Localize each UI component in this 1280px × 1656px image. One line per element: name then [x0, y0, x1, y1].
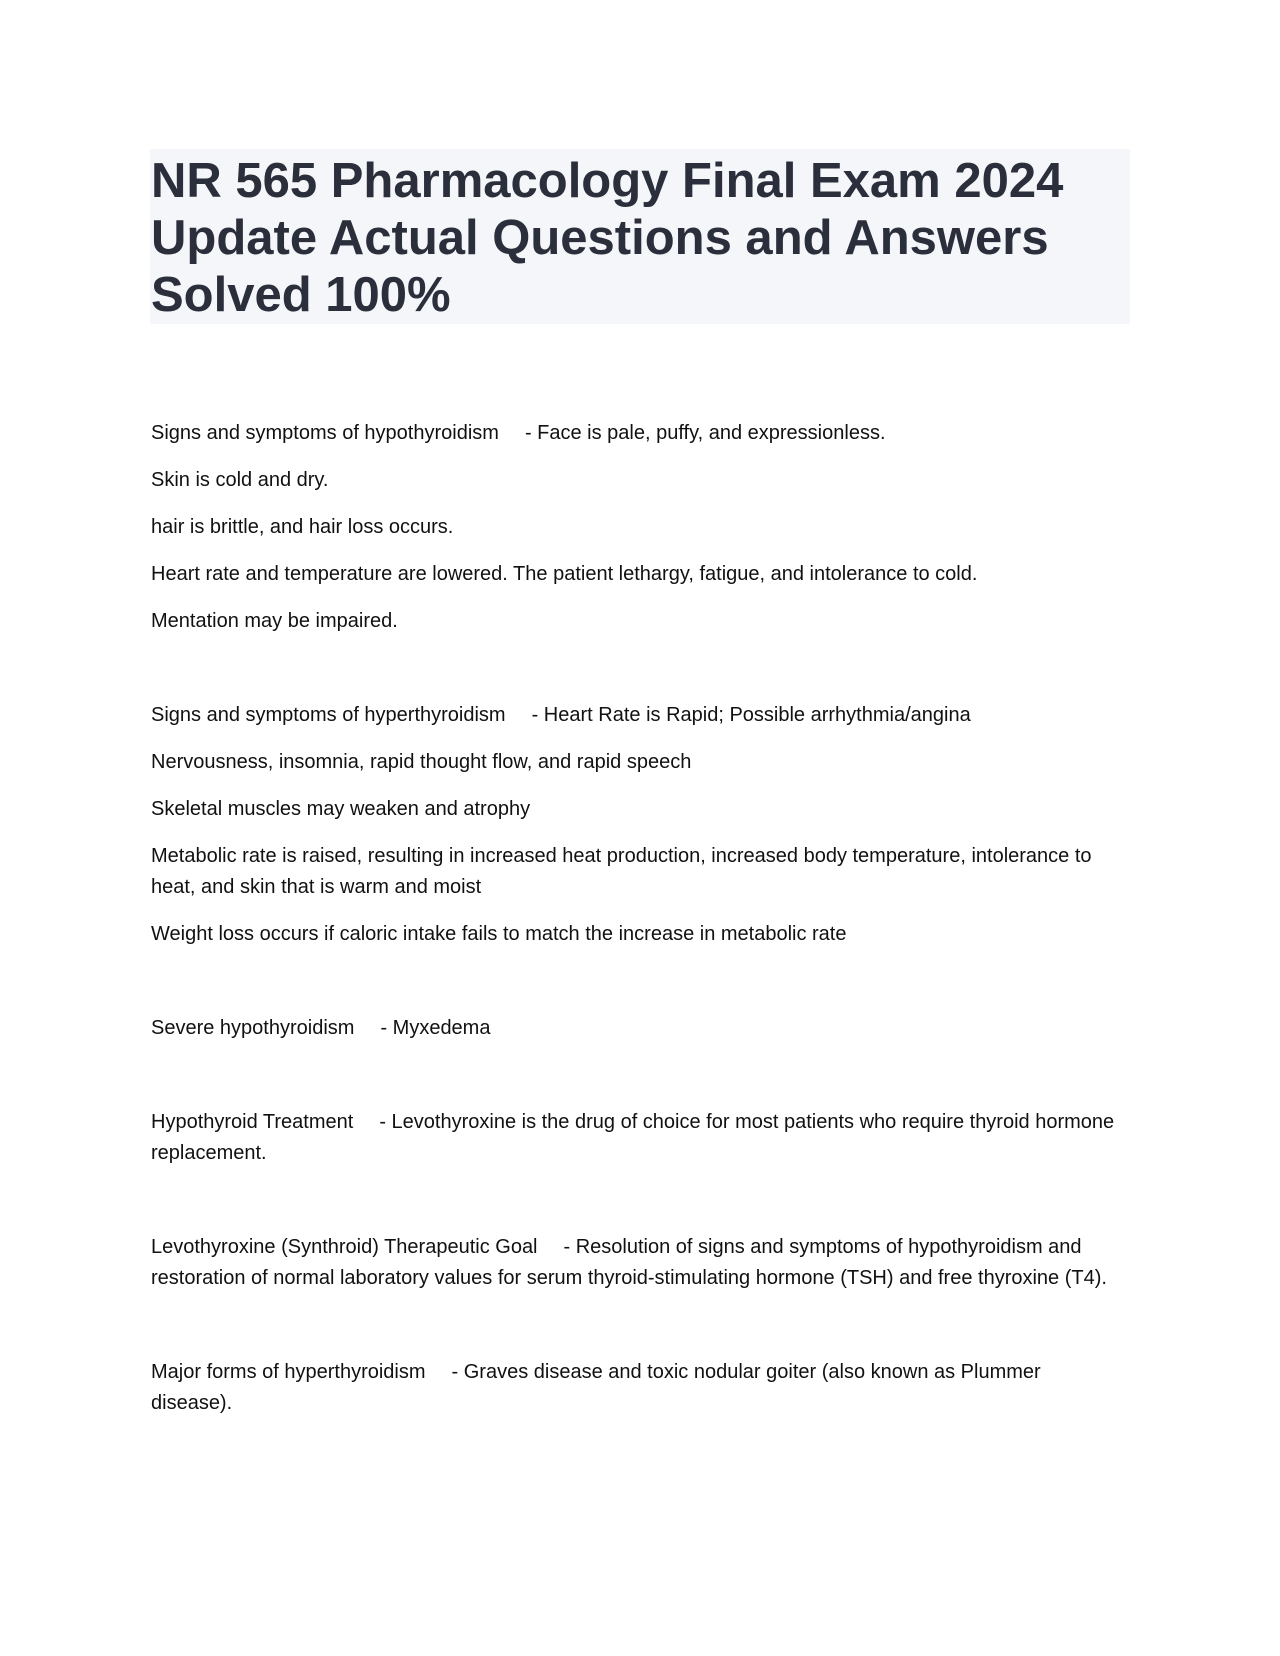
question-term: Hypothyroid Treatment	[151, 1111, 354, 1133]
qa-entry	[151, 700, 1121, 950]
question-term: Signs and symptoms of hypothyroidism	[151, 422, 499, 444]
answer-text: - Levothyroxine is the drug of choice for most patients who require thyroid hormone replacement.	[151, 1111, 1115, 1164]
answer-text: - Face is pale, puffy, and expressionless.	[524, 422, 886, 444]
document-body	[151, 418, 1121, 1419]
answer-line: Skeletal muscles may weaken and atrophy	[151, 798, 531, 820]
answer-line: Skin is cold and dry.	[151, 469, 329, 491]
qa-line	[151, 1013, 1121, 1044]
qa-line	[151, 700, 1121, 731]
qa-line	[151, 1357, 1121, 1419]
question-term: Signs and symptoms of hyperthyroidism	[151, 704, 506, 726]
qa-line	[151, 1107, 1121, 1169]
question-term: Severe hypothyroidism	[151, 1017, 355, 1039]
answer-line: Metabolic rate is raised, resulting in increased heat production, increased body temperature, intolerance to heat, and skin that is warm and moist	[151, 845, 1092, 898]
answer-line: Heart rate and temperature are lowered. The patient lethargy, fatigue, and intolerance to cold.	[151, 563, 978, 585]
answer-text: - Resolution of signs and symptoms of hypothyroidism and restoration of normal laboratory values for serum thyroid-stimulating hormone (TSH) and free thyroxine (T4).	[151, 1236, 1107, 1289]
answer-text: - Graves disease and toxic nodular goiter (also known as Plummer disease).	[151, 1361, 1041, 1414]
question-term: Levothyroxine (Synthroid) Therapeutic Goal	[151, 1236, 538, 1258]
qa-entry	[151, 1357, 1121, 1419]
qa-entry	[151, 1013, 1121, 1044]
document-title: NR 565 Pharmacology Final Exam 2024 Update Actual Questions and Answers Solved 100%	[151, 154, 1064, 322]
question-term: Major forms of hyperthyroidism	[151, 1361, 426, 1383]
qa-line	[151, 418, 1121, 449]
answer-text: - Heart Rate is Rapid; Possible arrhythmia/angina	[531, 704, 971, 726]
answer-line: Weight loss occurs if caloric intake fails to match the increase in metabolic rate	[151, 923, 847, 945]
qa-entry	[151, 418, 1121, 637]
answer-line: Mentation may be impaired.	[151, 610, 398, 632]
qa-entry	[151, 1107, 1121, 1169]
qa-entry	[151, 1232, 1121, 1294]
title-block	[150, 149, 1130, 324]
qa-line	[151, 1232, 1121, 1294]
answer-text: - Myxedema	[380, 1017, 491, 1039]
answer-line: hair is brittle, and hair loss occurs.	[151, 516, 454, 538]
answer-line: Nervousness, insomnia, rapid thought flow, and rapid speech	[151, 751, 692, 773]
